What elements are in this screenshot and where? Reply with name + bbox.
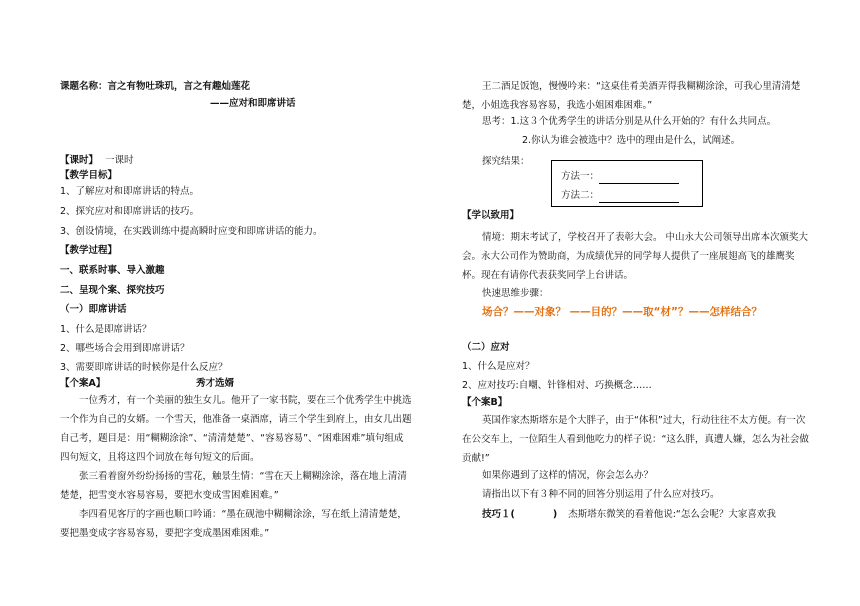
period-line — [60, 154, 134, 168]
question-item: 2、哪些场合会用到即席讲话？ — [60, 343, 190, 354]
case-a-label: 【个案A】 — [60, 378, 106, 389]
skill-one-line — [482, 508, 776, 522]
steps-line: 场合？——对象？ ——目的？——取“材”？——怎样结合？ — [482, 306, 762, 318]
response-question-1: 1、什么是应对？ — [462, 361, 535, 372]
subsection-response: （二）应对 — [462, 342, 510, 353]
skill-one-close: ) — [552, 509, 558, 520]
wang-paragraph: 王二酒足饭饱，慢慢吟来：“这桌佳肴美酒弄得我糊糊涂涂，可我心里清清楚楚，小姐选我容易容易，我选小姐困难困难。” — [462, 81, 801, 111]
case-b-label: 【个案B】 — [462, 397, 508, 408]
process-label: 【教学过程】 — [60, 245, 118, 256]
if-you-question: 如果你遇到了这样的情况，你会怎么办？ — [482, 470, 654, 481]
lesson-subtitle: ——应对和即席讲话 — [210, 98, 296, 109]
think-question-1: 思考：1.这３个优秀学生的讲话分别是从什么开始的？有什么共同点。 — [482, 116, 777, 127]
period-value: 一课时 — [105, 155, 134, 166]
goals-label: 【教学目标】 — [60, 170, 118, 181]
situation-paragraph: 情境：期末考试了，学校召开了表彰大会。 中山永大公司领导出席本次颁奖大会。永大公司作为赞助商，为成绩优异的同学每人提供了一座展翅高飞的雄鹰奖杯。现在有请你代表获奖同学上台讲话。 — [462, 232, 809, 281]
method-two-blank[interactable] — [599, 192, 679, 203]
case-a-paragraph-1: 一位秀才，有一个美丽的独生女儿。他开了一家书院，要在三个优秀学生中挑选一个作为自己的女婿。一个雪天，他准备一桌酒席，请三个学生到府上，由女儿出题自己考，题目是：用“糊糊涂涂”、“清清楚楚”、“容易容易”、“困难困难”填句组成四句短文，且将这四个词放在每句短文的后面。 — [60, 395, 412, 463]
skill-one-label: 技巧１( — [482, 509, 515, 520]
case-b-paragraph: 英国作家杰斯塔东是个大胖子，由于“体积”过大，行动往往不太方便。有一次在公交车上，一位陌生人看到他吃力的样子说：“这么胖，真遭人嫌，怎么为社会做贡献!” — [462, 415, 809, 464]
quick-steps-label: 快速思维步骤： — [482, 288, 549, 299]
case-a-paragraph-3: 李四看见客厅的字画也顺口吟诵：“墨在砚池中糊糊涂涂，写在纸上清清楚楚，要把墨变成字容易容易，要把字变成墨困难困难。” — [60, 509, 407, 539]
response-question-2: 2、应对技巧:自嘲、针锋相对、巧换概念…… — [462, 380, 652, 391]
method-one — [561, 170, 679, 184]
result-label: 探究结果： — [482, 156, 530, 167]
question-item: 1、什么是即席讲话？ — [60, 324, 152, 335]
think-question-2: 2.你认为谁会被选中？选中的理由是什么，试阐述。 — [522, 135, 741, 146]
lesson-title: 课题名称：言之有物吐珠玑，言之有趣灿莲花 — [60, 81, 251, 92]
period-label: 【课时】 — [60, 155, 99, 166]
method-two — [561, 189, 679, 203]
goal-item: 2、探究应对和即席讲话的技巧。 — [60, 206, 200, 217]
learn-apply-label: 【学以致用】 — [462, 210, 520, 221]
goal-item: 1、了解应对和即席讲话的特点。 — [60, 186, 200, 197]
step-one: 一、联系时事、导入激趣 — [60, 265, 165, 276]
case-a-title: 秀才选婿 — [196, 378, 235, 389]
method-two-label: 方法二： — [561, 190, 600, 201]
step-two: 二、呈现个案、探究技巧 — [60, 285, 165, 296]
method-one-blank[interactable] — [599, 173, 679, 184]
question-item: 3、需要即席讲话的时候你是什么反应？ — [60, 362, 228, 373]
subsection-impromptu: （一）即席讲话 — [60, 304, 127, 315]
skill-one-text: 杰斯塔东微笑的看着他说:“怎么会呢？大家喜欢我 — [568, 509, 776, 520]
please-instruction: 请指出以下有３种不同的回答分别运用了什么应对技巧。 — [482, 489, 720, 500]
goal-item: 3、创设情境，在实践训练中提高瞬时应变和即席讲话的能力。 — [60, 226, 323, 237]
method-one-label: 方法一： — [561, 171, 600, 182]
case-a-paragraph-2: 张三看着窗外纷纷扬扬的雪花，触景生情：“雪在天上糊糊涂涂，落在地上清清楚楚，把雪变水容易容易，要把水变成雪困难困难。” — [60, 471, 407, 501]
